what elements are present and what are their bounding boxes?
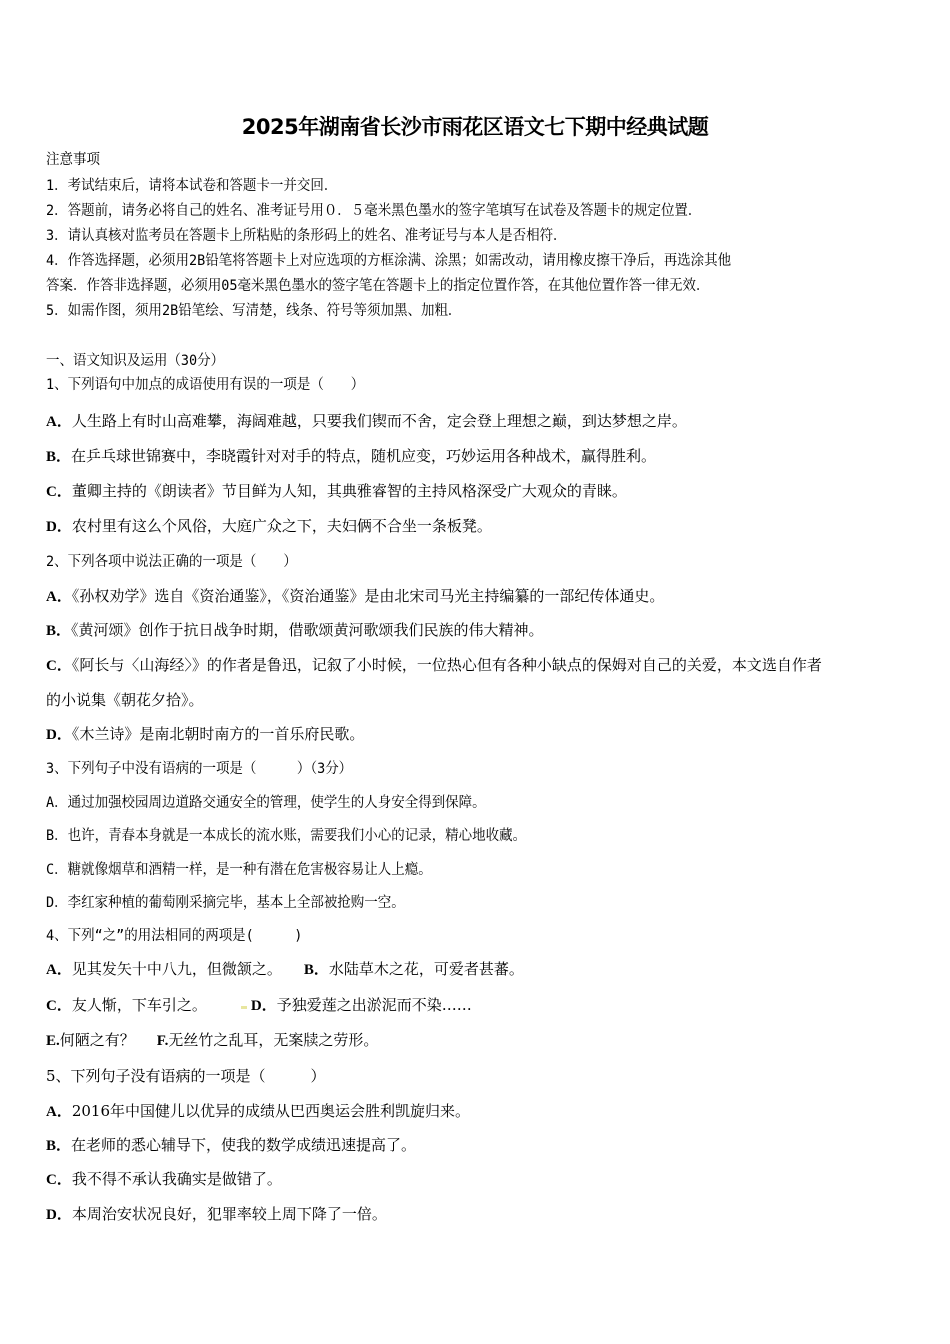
question-4-stem: 4、下列“之”的用法相同的两项是( ) [46,928,303,944]
option-label: D． [250,998,277,1014]
question-3-option-d [46,893,405,913]
question-2-option-c-cont: 的小说集《朝花夕拾》。 [46,691,204,709]
question-2-option-b [46,620,544,641]
option-text: 我不得不承认我确实是做错了。 [71,1170,282,1188]
stray-mark [241,1006,247,1009]
option-label: C． [46,862,68,878]
option-text: 本周治安状况良好，犯罪率较上周下降了一倍。 [71,1205,387,1223]
option-label: A． [46,795,68,811]
option-text: 在老师的悉心辅导下，使我的数学成绩迅速提高了。 [71,1136,417,1154]
option-text: 通过加强校园周边道路交通安全的管理，使学生的人身安全得到保障。 [67,795,486,811]
notice-item-5: 5．如需作图，须用2B铅笔绘、写清楚，线条、符号等须加黑、加粗． [46,303,462,319]
question-5-option-b [46,1135,416,1156]
option-label: D． [46,895,68,911]
notice-heading: 注意事项 [46,152,100,168]
option-text: 2016年中国健儿以优异的成绩从巴西奥运会胜利凯旋归来。 [71,1102,471,1120]
question-4-options-row-1 [46,959,524,980]
question-1-option-c [46,481,627,502]
question-3-option-b [46,826,526,846]
option-text: 《孙权劝学》选自《资治通鉴》，《资治通鉴》是由北宋司马光主持编纂的一部纪传体通史。 [71,587,665,605]
section-heading: 一、语文知识及运用（30分） [46,353,225,369]
option-text: 无丝竹之乱耳，无案牍之劳形。 [168,1031,379,1049]
question-4-options-row-2 [46,995,472,1016]
option-text: 在乒乓球世锦赛中，李晓霞针对对手的特点，随机应变，巧妙运用各种战术，赢得胜利。 [71,447,657,465]
option-text: 李红家种植的葡萄刚采摘完毕，基本上全部被抢购一空。 [67,895,405,911]
option-text: 农村里有这么个风俗，大庭广众之下，夫妇俩不合坐一条板凳。 [71,517,492,535]
question-3-option-a [46,793,486,813]
option-label: A． [46,414,72,430]
question-1-option-a [46,411,687,432]
question-2-option-a [46,586,664,607]
option-label: B． [303,962,329,978]
option-label: A． [46,962,72,978]
page-title: 2025年湖南省长沙市雨花区语文七下期中经典试题 [241,115,709,139]
option-text: 《黄河颂》创作于抗日战争时期，借歌颂黄河歌颂我们民族的伟大精神。 [71,621,544,639]
question-1-option-b [46,446,656,467]
notice-item-4-cont: 答案．作答非选择题，必须用05毫米黑色墨水的签字笔在答题卡上的指定位置作答，在其他位置作答一律无效． [46,278,710,294]
question-5-option-d [46,1204,387,1225]
option-label: B． [46,828,68,844]
option-text: 见其发矢十中八九，但微颔之。 [71,960,282,978]
question-5-stem: 5、下列句子没有语病的一项是（ ） [46,1067,326,1085]
option-label: B． [46,623,72,639]
option-label: A． [46,589,72,605]
option-label: C． [46,998,72,1014]
option-label: D． [46,1207,72,1223]
question-3-stem: 3、下列句子中没有语病的一项是（ ）（3分） [46,761,353,777]
question-4-options-row-3 [46,1030,378,1051]
option-text: 《木兰诗》是南北朝时南方的一首乐府民歌。 [71,725,365,743]
option-text: 友人惭，下车引之。 [71,996,207,1014]
option-text: 何陋之有？ [59,1031,135,1049]
question-5-option-c [46,1169,282,1190]
option-label: C． [46,658,72,674]
option-text: 《阿长与〈山海经〉》的作者是鲁迅，记叙了小时候，一位热心但有各种小缺点的保姆对自己的关爱，本文选自作者 [71,656,822,674]
option-text: 人生路上有时山高难攀，海阔难越，只要我们锲而不舍，定会登上理想之巅，到达梦想之岸。 [71,412,687,430]
option-label: E. [46,1033,60,1049]
option-text: 予独爱莲之出淤泥而不染…… [276,996,472,1014]
notice-item-3: 3．请认真核对监考员在答题卡上所粘贴的条形码上的姓名、准考证号与本人是否相符． [46,228,567,244]
option-text: 也许，青春本身就是一本成长的流水账，需要我们小心的记录，精心地收藏。 [67,828,527,844]
question-5-option-a [46,1101,470,1122]
option-label: D． [46,727,72,743]
option-text: 糖就像烟草和酒精一样，是一种有潜在危害极容易让人上瘾。 [67,862,432,878]
question-2-option-c [46,655,822,676]
question-1-option-d [46,516,492,537]
option-label: A． [46,1104,72,1120]
option-label: B． [46,449,72,465]
notice-item-2: 2．答题前，请务必将自己的姓名、准考证号用０．５毫米黑色墨水的签字笔填写在试卷及答题卡的规定位置． [46,203,702,219]
option-text: 水陆草木之花，可爱者甚蕃。 [328,960,524,978]
option-label: F. [156,1033,169,1049]
option-text: 董卿主持的《朗读者》节目鲜为人知，其典雅睿智的主持风格深受广大观众的青睐。 [71,482,627,500]
notice-item-4: 4．作答选择题，必须用2B铅笔将答题卡上对应选项的方框涂满、涂黑；如需改动，请用橡皮擦干净后，再选涂其他 [46,253,732,269]
option-label: B． [46,1138,72,1154]
notice-item-1: 1．考试结束后，请将本试卷和答题卡一并交回． [46,178,338,194]
option-label: D． [46,519,72,535]
question-1-stem: 1、下列语句中加点的成语使用有误的一项是（ ） [46,377,365,393]
option-label: C． [46,484,72,500]
question-3-option-c [46,860,432,880]
question-2-option-d [46,724,364,745]
option-label: C． [46,1172,72,1188]
question-2-stem: 2、下列各项中说法正确的一项是（ ） [46,554,297,570]
